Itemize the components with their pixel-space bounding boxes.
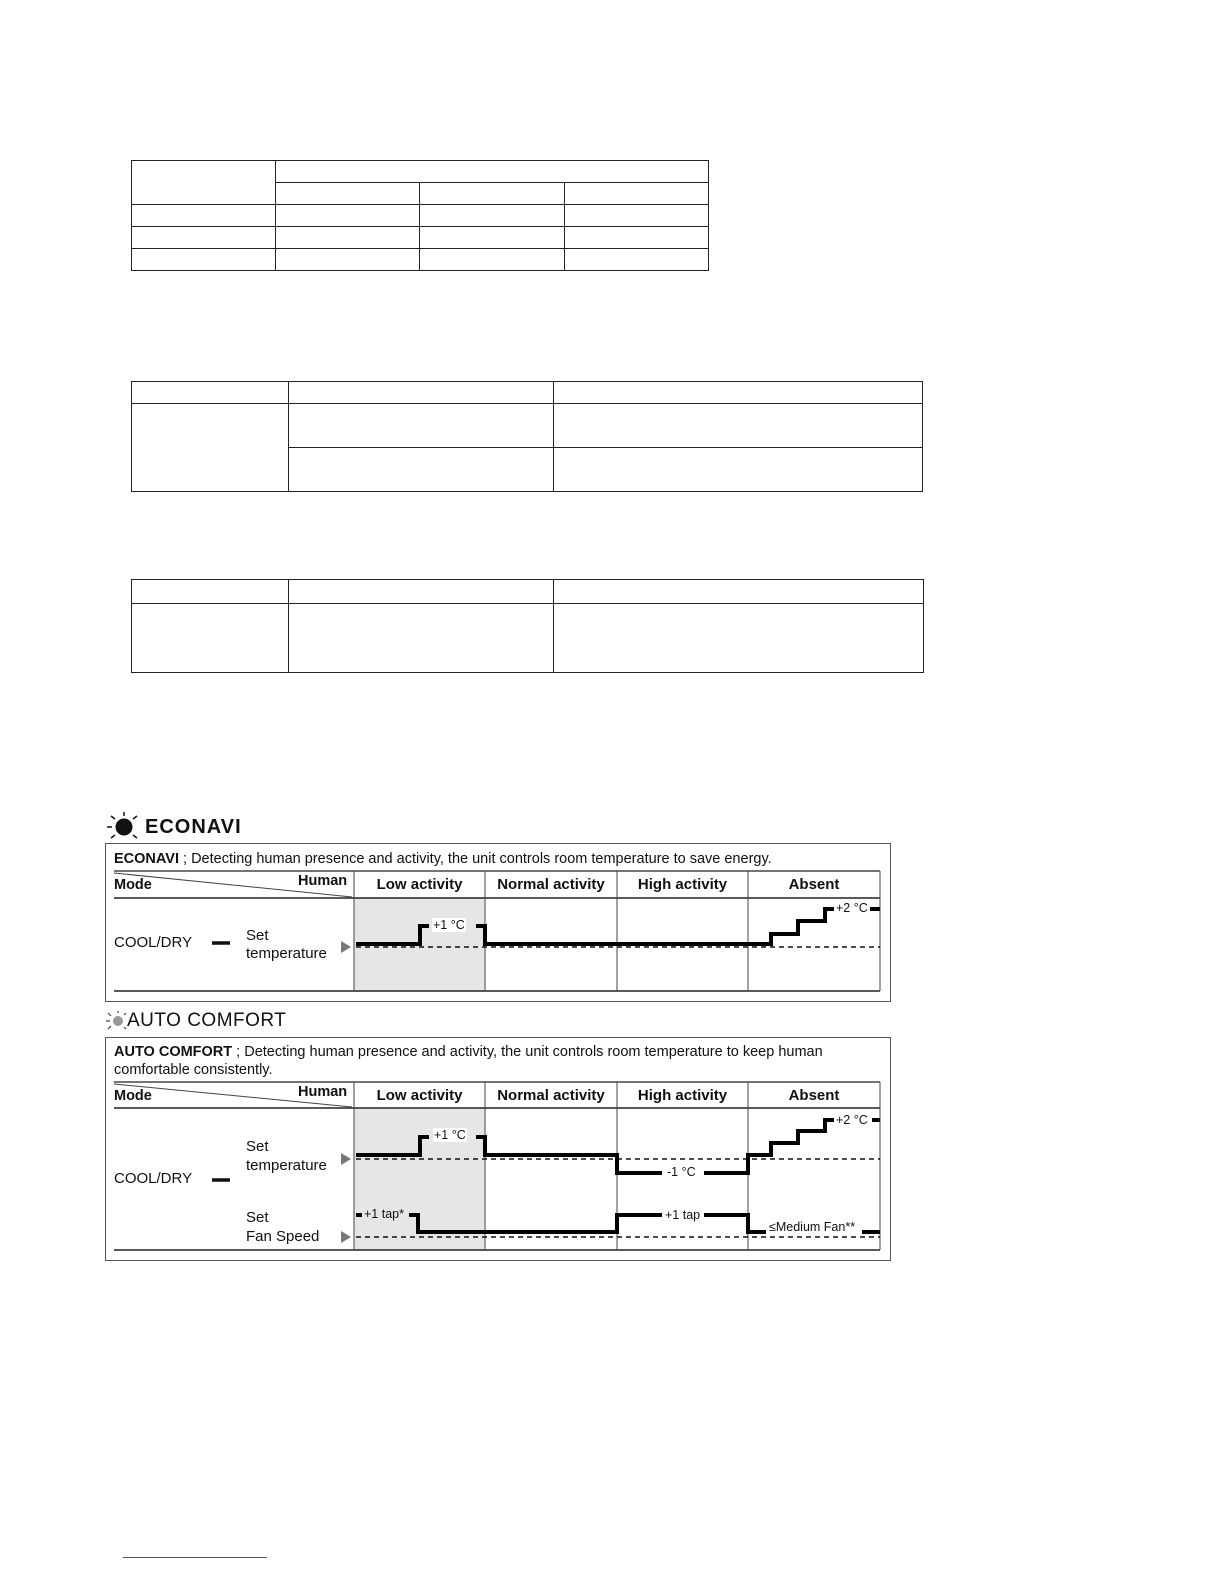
autocomfort-sun-icon — [105, 1010, 127, 1032]
table-cell — [276, 161, 709, 183]
autocomfort-fan-label-1: Set — [246, 1209, 269, 1226]
autocomfort-ann-medium: ≤Medium Fan** — [769, 1220, 856, 1234]
econavi-ann-plus2: +2 °C — [836, 901, 868, 915]
autocomfort-human-header: Human — [298, 1084, 348, 1100]
autocomfort-ann-tap-star: +1 tap* — [364, 1207, 404, 1221]
autocomfort-panel — [105, 1037, 891, 1261]
autocomfort-title: AUTO COMFORT — [127, 1010, 287, 1031]
autocomfort-desc-rest: ; Detecting human presence and activity, the unit controls room temperature to keep human — [232, 1044, 823, 1060]
table-cell — [565, 183, 709, 205]
table-row — [132, 227, 709, 249]
autocomfort-temp-label-2: temperature — [246, 1157, 327, 1174]
autocomfort-desc-line2: comfortable consistently. — [114, 1062, 273, 1078]
table-cell — [276, 183, 420, 205]
autocomfort-mode-header: Mode — [114, 1088, 152, 1104]
table-2 — [131, 381, 923, 492]
table-1 — [131, 160, 709, 271]
autocomfort-heading — [105, 1010, 286, 1032]
econavi-col-normal: Normal activity — [497, 876, 605, 893]
autocomfort-ann-minus1: -1 °C — [667, 1165, 696, 1179]
baseline-arrow — [341, 941, 351, 953]
econavi-heading — [105, 812, 242, 842]
econavi-panel — [105, 843, 891, 1002]
autocomfort-ann-tap: +1 tap — [665, 1208, 701, 1222]
autocomfort-temp-label-1: Set — [246, 1138, 269, 1155]
footnote-separator — [123, 1557, 267, 1558]
autocomfort-col-normal: Normal activity — [497, 1087, 605, 1104]
econavi-col-high: High activity — [637, 876, 728, 893]
econavi-sun-icon — [105, 812, 145, 842]
econavi-ann-plus1: +1 °C — [433, 918, 465, 932]
table-cell — [132, 161, 276, 205]
econavi-row-label-1: Set — [246, 927, 269, 944]
fan-baseline-arrow — [341, 1231, 351, 1243]
autocomfort-fan-label-2: Fan Speed — [246, 1228, 320, 1245]
econavi-mode-header: Mode — [114, 877, 152, 893]
table-row — [132, 580, 924, 604]
table-row — [132, 205, 709, 227]
econavi-col-absent: Absent — [788, 876, 840, 893]
econavi-row-label-2: temperature — [246, 945, 327, 962]
econavi-desc-bold: ECONAVI — [114, 851, 179, 867]
econavi-col-low: Low activity — [376, 876, 463, 893]
econavi-diagram — [106, 844, 890, 1001]
table-3 — [131, 579, 924, 673]
autocomfort-mode-label: COOL/DRY — [114, 1170, 193, 1187]
table-cell — [420, 183, 565, 205]
autocomfort-col-high: High activity — [637, 1087, 728, 1104]
econavi-desc-rest: ; Detecting human presence and activity, the unit controls room temperature to save energy. — [179, 851, 772, 867]
autocomfort-col-absent: Absent — [788, 1087, 840, 1104]
econavi-human-header: Human — [298, 873, 348, 889]
econavi-mode-label: COOL/DRY — [114, 934, 193, 951]
temp-baseline-arrow — [341, 1153, 351, 1165]
table-row — [132, 249, 709, 271]
table-row — [132, 382, 923, 404]
econavi-title: ECONAVI — [145, 815, 242, 838]
table-row — [132, 604, 924, 673]
autocomfort-col-low: Low activity — [376, 1087, 463, 1104]
autocomfort-ann-plus1: +1 °C — [434, 1128, 466, 1142]
autocomfort-ann-plus2: +2 °C — [836, 1113, 868, 1127]
autocomfort-desc-bold: AUTO COMFORT — [114, 1044, 233, 1060]
table-row — [132, 404, 923, 448]
